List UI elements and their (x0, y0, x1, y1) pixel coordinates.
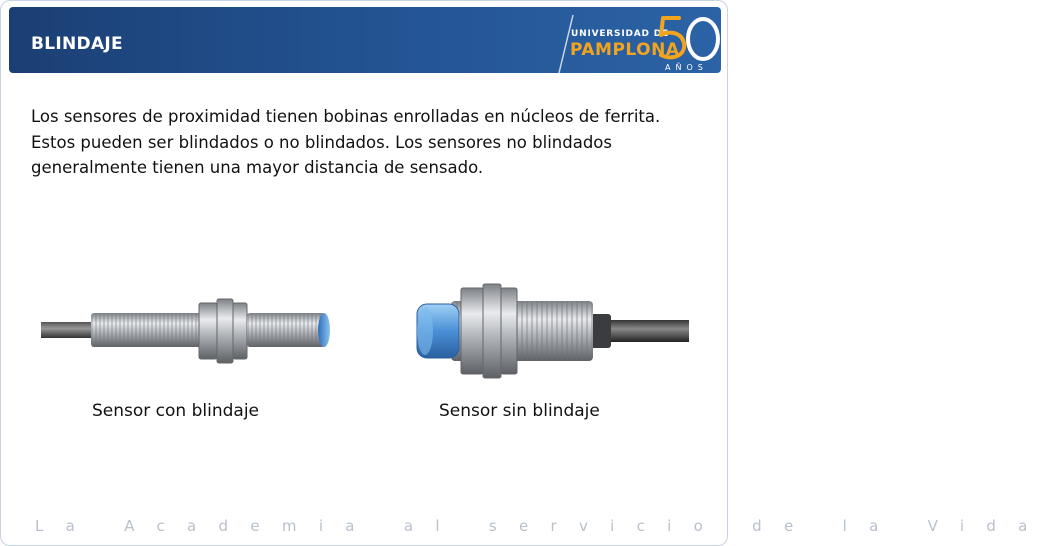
body-paragraph: Los sensores de proximidad tienen bobinas enrolladas en núcleos de ferrita. Estos pueden ser blindados o no blindados. Los sensores no blindados generalmente tienen una mayor distancia de sensado. (31, 107, 661, 177)
logo-university-label: UNIVERSIDAD DE (571, 29, 669, 39)
unshielded-sensor-image (411, 276, 691, 386)
footer-motto: La Academia al servicio de la Vida (35, 517, 1050, 535)
shielded-sensor-image (39, 291, 339, 371)
unshielded-sensor-caption: Sensor sin blindaje (439, 401, 600, 421)
logo-university-name: PAMPLONA (570, 40, 680, 60)
slide-title: BLINDAJE (31, 34, 123, 54)
logo-50-icon (657, 13, 721, 63)
shielded-sensor-caption: Sensor con blindaje (92, 401, 260, 421)
header-bar (9, 7, 721, 73)
logo-anniversary-word: AÑOS (665, 63, 708, 72)
